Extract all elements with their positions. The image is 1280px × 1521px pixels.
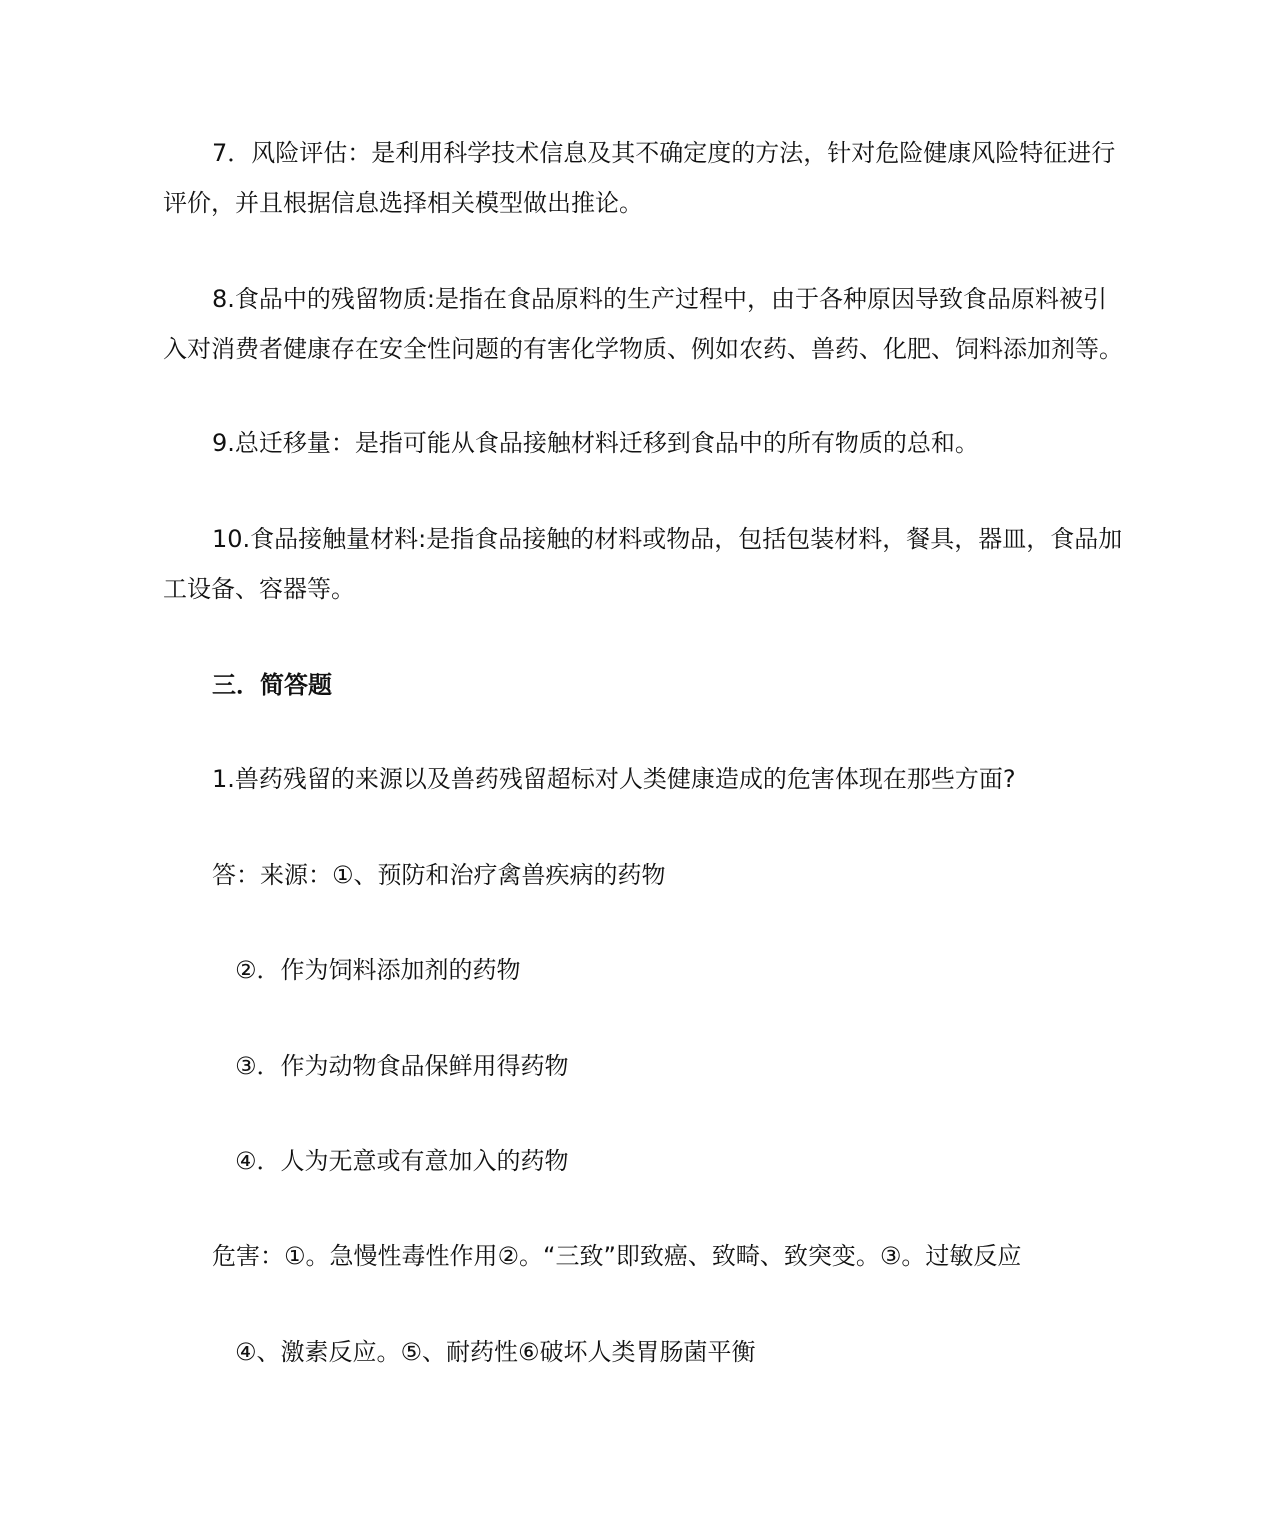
definition-10-line-1: 10.食品接触量材料:是指食品接触的材料或物品，包括包装材料，餐具，器皿，食品加	[212, 525, 1123, 553]
definition-10-line-2: 工设备、容器等。	[163, 575, 355, 603]
section-heading: 三．简答题	[212, 671, 332, 699]
answer-source-item-4: ④．人为无意或有意加入的药物	[235, 1147, 569, 1175]
definition-7-line-1: 7．风险评估：是利用科学技术信息及其不确定度的方法，针对危险健康风险特征进行	[212, 139, 1116, 167]
question-1: 1.兽药残留的来源以及兽药残留超标对人类健康造成的危害体现在那些方面?	[212, 765, 1016, 793]
answer-harm-line-2: ④、激素反应。⑤、耐药性⑥破坏人类胃肠菌平衡	[235, 1338, 756, 1366]
answer-source-item-3: ③．作为动物食品保鲜用得药物	[235, 1052, 569, 1080]
answer-source-item-2: ②．作为饲料添加剂的药物	[235, 956, 521, 984]
definition-9-line-1: 9.总迁移量：是指可能从食品接触材料迁移到食品中的所有物质的总和。	[212, 429, 979, 457]
definition-7-line-2: 评价，并且根据信息选择相关模型做出推论。	[163, 189, 643, 217]
answer-source-intro: 答：来源：①、预防和治疗禽兽疾病的药物	[212, 861, 666, 889]
answer-harm-line-1: 危害：①。急慢性毒性作用②。“三致”即致癌、致畸、致突变。③。过敏反应	[212, 1242, 1022, 1270]
definition-8-line-1: 8.食品中的残留物质:是指在食品原料的生产过程中，由于各种原因导致食品原料被引	[212, 285, 1107, 313]
definition-8-line-2: 入对消费者健康存在安全性问题的有害化学物质、例如农药、兽药、化肥、饲料添加剂等。	[163, 335, 1123, 363]
